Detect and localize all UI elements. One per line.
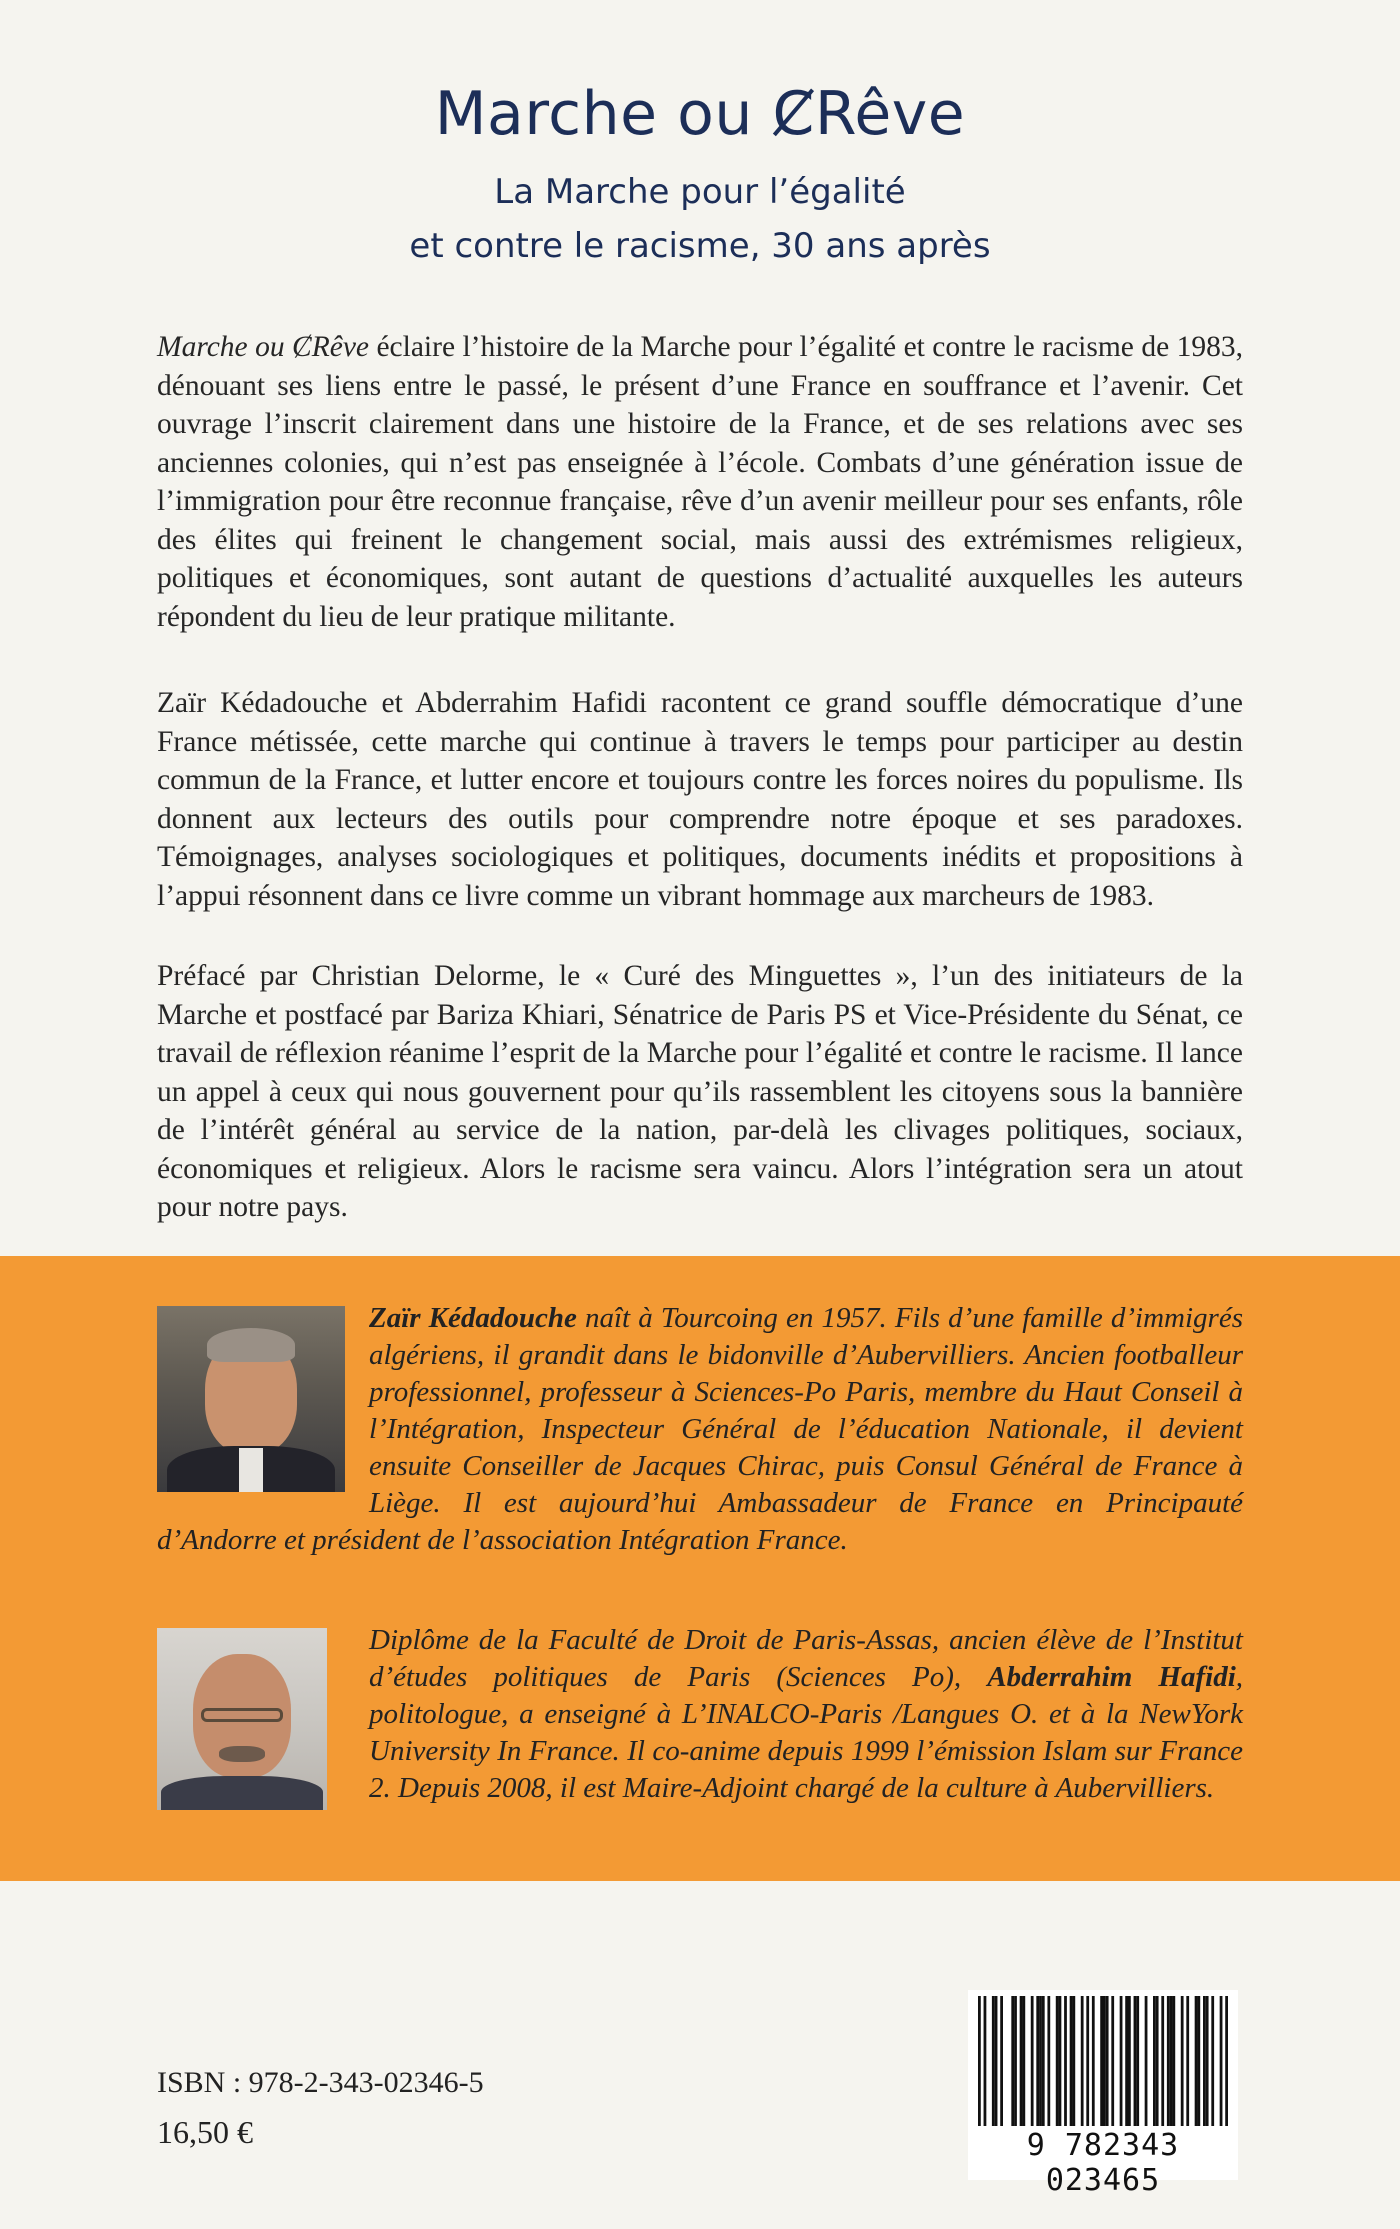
- author-bio-2-intro: Diplôme de la Faculté de Droit de Paris-Assas, ancien élève de l’Institut d’études politiques de Paris (Sciences Po),: [369, 1624, 1243, 1693]
- subtitle-line-2: et contre le racisme, 30 ans après: [409, 226, 991, 266]
- barcode-bar: [1197, 1996, 1200, 2126]
- barcode-bar: [1153, 1996, 1156, 2126]
- author-bio-2: [0, 1622, 1400, 1820]
- subtitle-line-1: La Marche pour l’égalité: [494, 172, 906, 212]
- barcode: [968, 1990, 1238, 2198]
- barcode-bar: [1203, 1996, 1206, 2126]
- barcode-bar: [1100, 1996, 1103, 2126]
- blurb-paragraph-3: [157, 957, 1243, 1227]
- barcode-bar: [978, 1996, 981, 2126]
- barcode-bar: [1042, 1996, 1045, 2126]
- author-bio-1: [0, 1300, 1400, 1559]
- blurb-paragraph-2-text: Zaïr Kédadouche et Abderrahim Hafidi racontent ce grand souffle démocratique d’une France métissée, cette marche qui continue à travers le temps pour participer au destin commun de la France, et lutter encore et toujours contre les forces noires du populisme. Ils donnent aux lecteurs des outils pour comprendre notre époque et ses paradoxes. Témoignages, analyses sociologiques et politiques, documents inédits et propositions à l’appui résonnent dans ce livre comme un vibrant hommage aux marcheurs de 1983.: [157, 687, 1243, 912]
- barcode-bar: [1011, 1996, 1014, 2126]
- barcode-bar: [1070, 1996, 1073, 2126]
- barcode-bar: [1181, 1996, 1184, 2126]
- barcode-number: 9 782343 023465: [1026, 2128, 1180, 2198]
- barcode-bar: [1039, 1996, 1042, 2126]
- barcode-bar: [1211, 1996, 1214, 2126]
- barcode-bar: [1081, 1996, 1084, 2126]
- author-bio-1-text: naît à Tourcoing en 1957. Fils d’une famille d’immigrés algériens, il grandit dans le bidonville d’Aubervilliers. Ancien footballeur professionnel, professeur à Sciences-Po Paris, membre du Haut Conseil à l’Intégration, Inspecteur Général de l’éducation Nationale, il devient ensuite Conseiller de Jacques Chirac, puis Consul Général de France à Liège. Il est aujourd’hui Ambassadeur de France en Principauté d’Andorre et président de l’association Intégration France.: [157, 1302, 1243, 1556]
- blurb-paragraph-1: [157, 328, 1243, 636]
- blurb-book-title: Marche ou ȻRêve: [157, 331, 370, 363]
- barcode-bar: [1120, 1996, 1123, 2126]
- barcode-bar: [1047, 1996, 1050, 2126]
- barcode-bar: [1206, 1996, 1209, 2126]
- barcode-bar: [1145, 1996, 1148, 2126]
- author-photo-kedadouche: [157, 1306, 345, 1492]
- barcode-bar: [1111, 1996, 1114, 2126]
- book-title: Marche ou ȻRêve: [434, 79, 966, 149]
- barcode-bar: [1136, 1996, 1139, 2126]
- barcode-bar: [995, 1996, 998, 2126]
- barcode-bar: [1125, 1996, 1128, 2126]
- barcode-bar: [1167, 1996, 1170, 2126]
- barcode-bar: [1156, 1996, 1159, 2126]
- barcode-bar: [1059, 1996, 1062, 2126]
- barcode-bars: [978, 1996, 1228, 2126]
- barcode-bar: [1092, 1996, 1095, 2126]
- barcode-bar: [1056, 1996, 1059, 2126]
- barcode-bar: [1220, 1996, 1223, 2126]
- barcode-bar: [1172, 1996, 1175, 2126]
- barcode-bar: [1128, 1996, 1131, 2126]
- barcode-bar: [1103, 1996, 1106, 2126]
- author-name-hafidi: Abderrahim Hafidi: [987, 1661, 1236, 1693]
- barcode-bar: [1072, 1996, 1075, 2126]
- barcode-bar: [1000, 1996, 1003, 2126]
- barcode-bar: [1106, 1996, 1109, 2126]
- barcode-bar: [1195, 1996, 1198, 2126]
- barcode-bar: [1225, 1996, 1228, 2126]
- blurb-paragraph-2: [157, 684, 1243, 915]
- blurb-paragraph-3-text: Préfacé par Christian Delorme, le « Curé des Minguettes », l’un des initiateurs de la Marche et postfacé par Bariza Khiari, Sénatrice de Paris PS et Vice-Présidente du Sénat, ce travail de réflexion réanime l’esprit de la Marche pour l’égalité et contre le racisme. Il lance un appel à ceux qui nous gouvernent pour qu’ils rassemblent les citoyens sous la bannière de l’intérêt général au service de la nation, par-delà les clivages politiques, sociaux, économiques et religieux. Alors le racisme sera vaincu. Alors l’intégration sera un atout pour notre pays.: [157, 960, 1243, 1223]
- blurb-paragraph-1-text: éclaire l’histoire de la Marche pour l’égalité et contre le racisme de 1983, dénouant ses liens entre le passé, le présent d’une France en souffrance et l’avenir. Cet ouvrage l’inscrit clairement dans une histoire de la France, et de ses relations avec ses anciennes colonies, qui n’est pas enseignée à l’école. Combats d’une génération issue de l’immigration pour être reconnue française, rêve d’un avenir meilleur pour ses enfants, rôle des élites qui freinent le changement social, mais aussi des extrémismes religieux, politiques et économiques, sont autant de questions d’actualité auxquelles les auteurs répondent du lieu de leur pratique militante.: [157, 331, 1243, 633]
- barcode-bar: [984, 1996, 987, 2126]
- barcode-bar: [1020, 1996, 1023, 2126]
- barcode-bar: [1014, 1996, 1017, 2126]
- barcode-bar: [1036, 1996, 1039, 2126]
- barcode-bar: [1031, 1996, 1034, 2126]
- barcode-bar: [1170, 1996, 1173, 2126]
- barcode-bar: [1086, 1996, 1089, 2126]
- price-label: 16,50 €: [157, 2114, 253, 2150]
- isbn-label: ISBN : 978-2-343-02346-5: [157, 2066, 484, 2099]
- author-name-kedadouche: Zaïr Kédadouche: [369, 1302, 577, 1334]
- barcode-bar: [1134, 1996, 1137, 2126]
- barcode-bar: [1161, 1996, 1164, 2126]
- author-bio-2-text: , politologue, a enseigné à L’INALCO-Paris /Langues O. et à la NewYork University In France. Il co-anime depuis 1999 l’émission Islam sur France 2. Depuis 2008, il est Maire-Adjoint chargé de la culture à Aubervilliers.: [369, 1661, 1244, 1804]
- barcode-bar: [992, 1996, 995, 2126]
- barcode-bar: [1186, 1996, 1189, 2126]
- author-photo-hafidi: [157, 1628, 327, 1810]
- barcode-bar: [1064, 1996, 1067, 2126]
- barcode-bar: [1022, 1996, 1025, 2126]
